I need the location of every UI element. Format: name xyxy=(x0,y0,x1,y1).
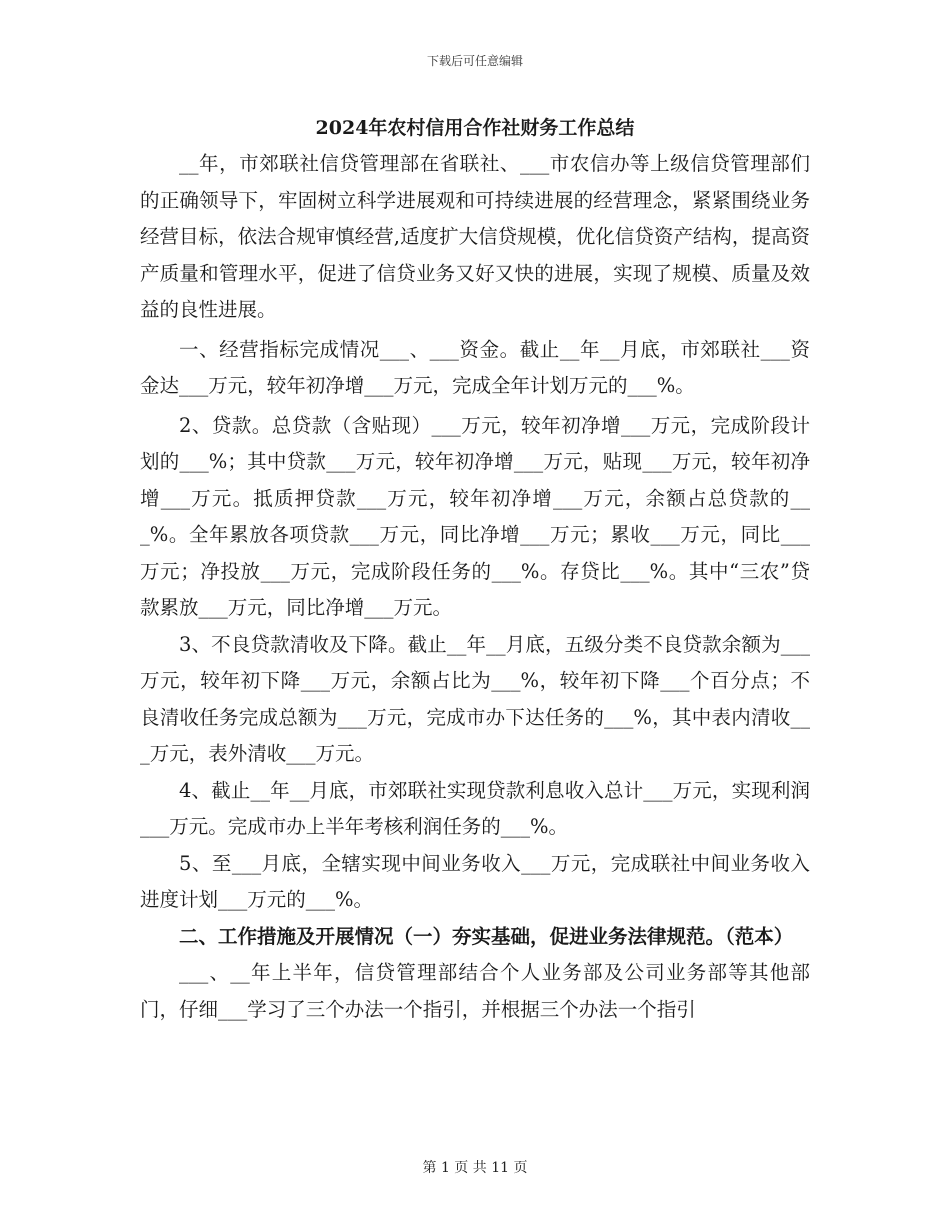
paragraph-item-4: 4、截止__年__月底，市郊联社实现贷款利息收入总计___万元，实现利润___万元。完成市办上半年考核利润任务的___%。 xyxy=(140,778,810,838)
paragraph-section-1: 一、经营指标完成情况___、___资金。截止__年__月底，市郊联社___资金达___万元，较年初净增___万元，完成全年计划万元的___%。 xyxy=(140,337,810,397)
paragraph-item-2: 2、贷款。总贷款（含贴现）___万元，较年初净增___万元，完成阶段计划的___%；其中贷款___万元，较年初净增___万元，贴现___万元，较年初净增___万元。抵质押贷款___万元，较年初净增___万元，余额占总贷款的___%。全年累放各项贷款___万元，同比净增___万元；累收___万元，同比___万元；净投放___万元，完成阶段任务的___%。存贷比___%。其中“三农”贷款累放___万元，同比净增___万元。 xyxy=(140,413,810,619)
paragraph-item-3: 3、不良贷款清收及下降。截止__年__月底，五级分类不良贷款余额为___万元，较年初下降___万元，余额占比为___%，较年初下降___个百分点；不良清收任务完成总额为___万元，完成市办下达任务的___%，其中表内清收___万元，表外清收___万元。 xyxy=(140,632,810,765)
paragraph-intro: __年，市郊联社信贷管理部在省联社、___市农信办等上级信贷管理部们的正确领导下，牢固树立科学进展观和可持续进展的经营理念，紧紧围绕业务经营目标，依法合规审慎经营,适度扩大信贷规模，优化信贷资产结构，提高资产质量和管理水平，促进了信贷业务又好又快的进展，实现了规模、质量及效益的良性进展。 xyxy=(140,152,810,321)
page-number: 第 1 页 共 11 页 xyxy=(422,1160,528,1176)
header-note: 下载后可任意编辑 xyxy=(426,54,523,68)
document-body xyxy=(140,110,810,1028)
document-title: 2024年农村信用合作社财务工作总结 xyxy=(315,117,635,139)
section-heading: 二、工作措施及开展情况（一）夯实基础，促进业务法律规范。（范本） xyxy=(179,924,794,948)
paragraph-closing: ___、__年上半年，信贷管理部结合个人业务部及公司业务部等其他部门，仔细___学习了三个办法一个指引，并根据三个办法一个指引 xyxy=(140,961,810,1021)
paragraph-item-5: 5、至___月底，全辖实现中间业务收入___万元，完成联社中间业务收入进度计划___万元的___%。 xyxy=(140,851,810,911)
